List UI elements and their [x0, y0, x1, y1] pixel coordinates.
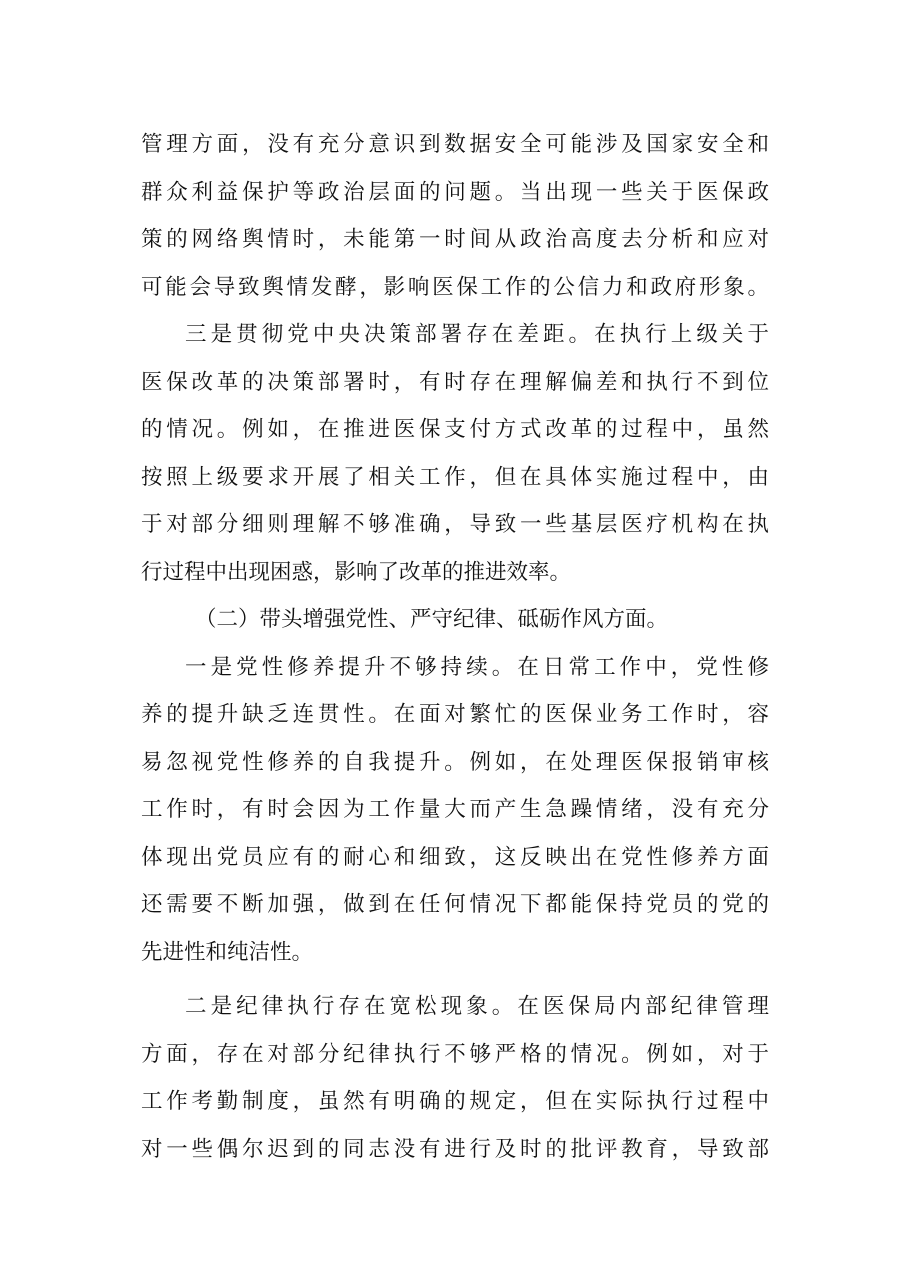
text-line: 先进性和纯洁性。 [141, 939, 314, 965]
text-line: 的情况。例如，在推进医保支付方式改革的过程中，虽然 [141, 417, 769, 442]
text-line: 于对部分细则理解不够准确，导致一些基层医疗机构在执 [141, 512, 769, 537]
body-text [141, 121, 769, 1173]
section-heading: （二）带头增强党性、严守纪律、砥砺作风方面。 [195, 607, 669, 632]
text-line: 工作考勤制度，虽然有明确的规定，但在实际执行过程中 [141, 1089, 769, 1114]
text-line: 体现出党员应有的耐心和细致，这反映出在党性修养方面 [141, 844, 769, 870]
text-line: 工作时，有时会因为工作量大而产生急躁情绪，没有充分 [141, 797, 769, 822]
paragraph-start-line: 二是纪律执行存在宽松现象。在医保局内部纪律管理 [185, 994, 769, 1019]
text-line: 可能会导致舆情发酵，影响医保工作的公信力和政府形象。 [141, 274, 769, 300]
text-line: 群众利益保护等政治层面的问题。当出现一些关于医保政 [141, 179, 769, 205]
text-line: 管理方面，没有充分意识到数据安全可能涉及国家安全和 [141, 132, 769, 157]
text-line: 按照上级要求开展了相关工作，但在具体实施过程中，由 [141, 464, 769, 490]
text-line: 行过程中出现困惑，影响了改革的推进效率。 [141, 559, 572, 585]
text-line: 方面，存在对部分纪律执行不够严格的情况。例如，对于 [141, 1041, 769, 1067]
text-line: 医保改革的决策部署时，有时存在理解偏差和执行不到位 [141, 369, 769, 395]
paragraph-start-line: 一是党性修养提升不够持续。在日常工作中，党性修 [185, 654, 769, 680]
text-line: 还需要不断加强，做到在任何情况下都能保持党员的党的 [141, 892, 769, 917]
text-line: 易忽视党性修养的自我提升。例如，在处理医保报销审核 [141, 749, 769, 775]
paragraph-start-line: 三是贯彻党中央决策部署存在差距。在执行上级关于 [185, 322, 769, 347]
text-line: 策的网络舆情时，未能第一时间从政治高度去分析和应对 [141, 227, 769, 252]
text-line: 对一些偶尔迟到的同志没有进行及时的批评教育，导致部 [141, 1136, 769, 1162]
text-line: 养的提升缺乏连贯性。在面对繁忙的医保业务工作时，容 [141, 702, 769, 727]
